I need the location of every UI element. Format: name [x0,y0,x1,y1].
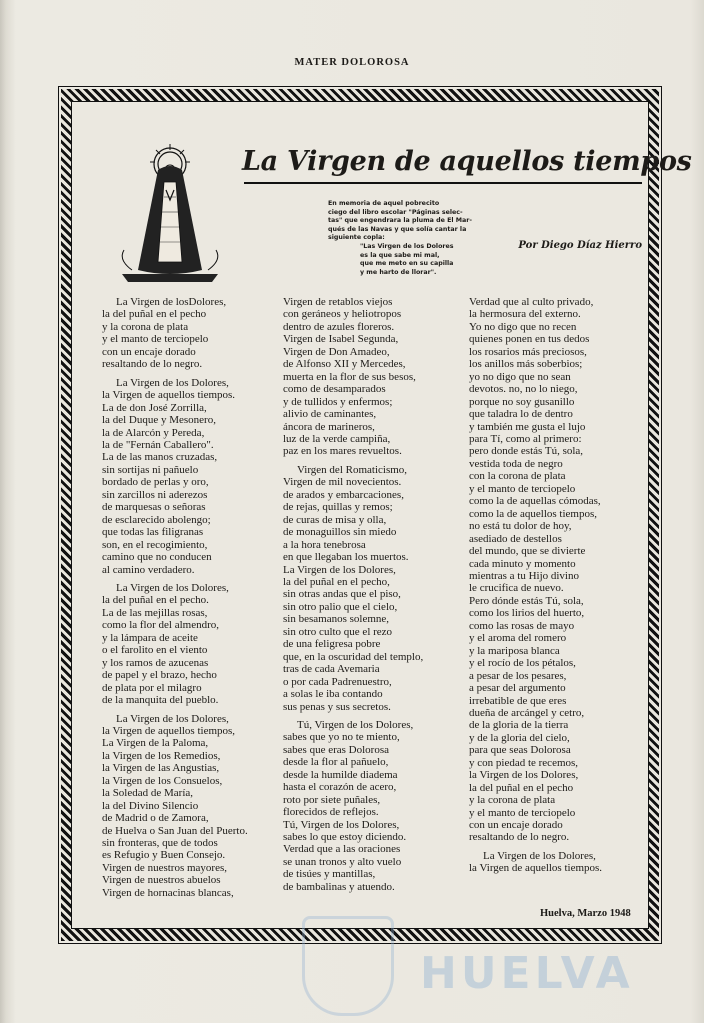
verse-line: a solas le iba contando [283,688,383,701]
verse-line: sabes que eras Dolorosa [283,743,389,756]
verse-line: como de desamparados [283,383,386,396]
verse-line: y con piedad te recemos, [469,756,579,769]
verse-line: resaltando de lo negro. [469,831,570,844]
decorative-border-frame [58,86,692,944]
verse-line: la de "Fernán Caballero". [102,438,214,451]
dedication-line: En memoria de aquel pobrecito [328,200,440,207]
verse-line: bordado de perlas y oro, [102,476,209,489]
verse-line: alivio de caminantes, [283,408,377,421]
verse-line: Virgen de Don Amadeo, [283,345,390,358]
verse-line: muerta en la flor de sus besos, [283,370,416,383]
dedication-note [328,200,488,277]
verse-line: de marquesas o señoras [102,501,206,514]
title-underline [244,182,642,184]
verse-line: que, en la oscuridad del templo, [283,650,424,663]
verse-line: y el manto de terciopelo [102,333,209,346]
verse-line: de la gloria de la tierra [469,719,569,732]
verse-line: los rosarios más preciosos, [469,345,587,358]
copla-line: y me harto de llorar". [360,268,437,276]
verse-line: la Virgen de aquellos tiempos. [469,862,603,875]
verse-line: pero donde estás Tú, sola, [469,445,584,458]
verse-line: La Virgen de los Dolores, [116,376,229,389]
verse-line: como la de aquellas cómodas, [469,495,601,508]
verse-line: con geráneos y heliotropos [283,308,402,321]
verse-line: camino que no conducen [102,551,212,564]
verse-line: de Alfonso XII y Mercedes, [283,358,406,371]
verse-line: es Refugio y Buen Consejo. [102,849,226,862]
author-byline: Por Diego Díaz Hierro [518,240,642,251]
verse-line: cada minuto y momento [469,557,576,570]
verse-line: como la flor del almendro, [102,619,219,632]
verse-line: La de don José Zorrilla, [102,401,207,414]
verse-line: la del puñal en el pecho [469,781,574,794]
verse-line: Tú, Virgen de los Dolores, [297,718,414,731]
verse-line: de plata por el milagro [102,681,202,694]
verse-line: sin otro culto que el rezo [283,625,393,638]
verse-line: se unan tronos y alto vuelo [283,855,402,868]
verse-line: de Huelva o San Juan del Puerto. [102,824,248,837]
verse-line: o por cada Padrenuestro, [283,675,392,688]
dedication-line: tas" que engendrara la pluma de El Mar- [328,217,472,225]
verse-line: la del puñal en el pecho, [283,575,390,588]
place-and-date: Huelva, Marzo 1948 [540,908,631,919]
verse-line: la hermosura del externo. [469,308,581,321]
verse-line: o el farolito en el viento [102,644,208,657]
verse-line: la Virgen de los Consuelos, [102,774,223,787]
verse-line: de papel y el brazo, hecho [102,669,217,682]
verse-line: Virgen de nuestros abuelos [102,874,221,887]
verse-line: y la corona de plata [102,320,189,333]
verse-line: Yo no digo que no recen [469,320,577,333]
verse-line: La Virgen de la Paloma, [102,737,209,750]
verse-line: La de las mejillas rosas, [102,606,208,619]
verse-line: devotos. no, no lo niego, [469,383,578,396]
verse-line: resaltando de lo negro. [102,358,203,371]
verse-line: de una feligresa pobre [283,638,381,651]
dedication-line: qués de las Navas y que solía cantar la [328,225,467,233]
verse-line: la Soledad de María, [102,787,194,800]
verse-line: la del puñal en el pecho. [102,594,209,607]
verse-line: son, en el recogimiento, [102,538,208,551]
verse-line: con la corona de plata [469,470,566,483]
article-title: La Virgen de aquellos tiempos [242,146,692,177]
verse-line: sin besamanos solemne, [283,613,390,626]
copla-line: que me meto en su capilla [360,260,454,268]
article-panel [71,101,692,929]
verse-line: y la mariposa blanca [469,644,560,657]
verse-line: Virgen de nuestros mayores, [102,861,227,874]
verse-line: sabes lo que estoy diciendo. [283,831,407,844]
verse-line: a la hora tenebrosa [283,538,366,551]
verse-line: no está tu dolor de hoy, [469,520,572,533]
verse-line: para que seas Dolorosa [469,744,571,757]
verse-line: de la manquita del pueblo. [102,694,219,707]
virgin-dolorosa-illustration [112,142,228,287]
verse-line: que todas las filigranas [102,526,204,539]
verse-line: hasta el corazón de acero, [283,781,397,794]
verse-line: Tú, Virgen de los Dolores, [283,818,400,831]
verse-line: desde la humilde diadema [283,768,398,781]
verse-line: al camino verdadero. [102,563,195,576]
verse-line: sin otro palio que el cielo, [283,600,398,613]
verse-line: sin otras andas que el piso, [283,588,401,601]
verse-line: Pero dónde estás Tú, sola, [469,594,584,607]
verse-line: de monaguillos sin miedo [283,526,397,539]
dedication-line: siguiente copla: [328,234,385,242]
verse-line: la de Alarcón y Pereda, [102,426,205,439]
verse-line: sus penas y sus secretos. [283,700,391,713]
verse-line: la del Divino Silencio [102,799,199,812]
verse-line: de rejas, quillas y remos; [283,501,393,514]
verse-line: como los lirios del huerto, [469,607,585,620]
verse-line: desde la flor al pañuelo, [283,756,389,769]
verse-line: la del Duque y Mesonero, [102,414,216,427]
verse-line: La Virgen de los Dolores, [116,581,229,594]
verse-line: y de la gloria del cielo, [469,731,570,744]
dedication-line: ciego del libro escolar "Páginas selec- [328,208,463,216]
verse-line: la Virgen de los Dolores, [469,769,579,782]
verse-line: áncora de marineros, [283,420,375,433]
verse-line: y también me gusta el lujo [469,420,586,433]
verse-line: Verdad que al culto privado, [469,296,594,308]
verse-line: florecidos de reflejos. [283,806,379,819]
verse-line: luz de la verde campiña, [283,432,391,445]
verse-line: y de tullidos y enfermos; [283,395,393,408]
verse-line: sin sortijas ni pañuelo [102,463,199,476]
verse-line: quienes ponen en tus dedos [469,333,590,346]
verse-line: en que llegaban los muertos. [283,551,409,564]
verse-line: del mundo, que se divierte [469,545,586,558]
verse-line: y el manto de terciopelo [469,482,576,495]
verse-line: Virgen del Romaticismo, [297,463,408,476]
verse-line: que taladra lo de dentro [469,408,573,421]
verse-line: Verdad que a las oraciones [283,843,401,856]
verse-line: de esclarecido abolengo; [102,513,211,526]
poem-column-1 [102,296,248,899]
running-head: MATER DOLOROSA [294,57,410,68]
verse-line: con un encaje dorado [469,819,563,832]
verse-line: y la corona de plata [469,794,556,807]
verse-line: La de las manos cruzadas, [102,451,218,464]
verse-line: sabes que yo no te miento, [283,731,400,744]
verse-line: con un encaje dorado [102,345,196,358]
verse-line: le crucifica de nuevo. [469,582,564,595]
verse-line: de arados y embarcaciones, [283,488,404,501]
verse-line: los anillos más soberbios; [469,358,583,371]
verse-line: de bambalinas y atuendo. [283,880,395,893]
verse-line: a pesar de los pesares, [469,669,567,682]
verse-line: yo no digo que no sean [469,370,571,383]
verse-line: y el rocío de los pétalos, [469,657,576,670]
verse-line: roto por siete puñales, [283,793,381,806]
watermark-text: HUELVA [420,948,634,999]
archive-watermark [290,910,670,1020]
verse-line: de Madrid o de Zamora, [102,812,209,825]
verse-line: y los ramos de azucenas [102,656,209,669]
verse-line: irrebatible de que eres [469,694,567,707]
coat-of-arms-icon [302,916,394,1016]
verse-line: y la lámpara de aceite [102,631,198,644]
verse-line: asediado de destellos [469,532,562,545]
verse-line: La Virgen de los Dolores, [116,712,229,725]
verse-line: la Virgen de aquellos tiempos. [102,389,236,402]
verse-line: Virgen de Isabel Segunda, [283,333,399,346]
verse-line: mientras a tu Hijo divino [469,569,579,582]
verse-line: dentro de azules floreros. [283,320,395,333]
verse-line: la Virgen de las Angustias, [102,762,220,775]
verse-line: vestida toda de negro [469,457,563,470]
verse-line: la Virgen de los Remedios, [102,749,221,762]
verse-line: Virgen de hornacinas blancas, [102,886,234,899]
verse-line: La Virgen de losDolores, [116,296,227,308]
verse-line: de curas de misa y olla, [283,513,387,526]
verse-line: sin zarcillos ni aderezos [102,488,208,501]
verse-line: como las rosas de mayo [469,619,575,632]
verse-line: a pesar del argumento [469,682,566,695]
verse-line: como la de aquellos tiempos, [469,507,597,520]
verse-line: Virgen de retablos viejos [283,296,393,308]
verse-line: tras de cada Avemaria [283,663,380,676]
copla-line: "Las Virgen de los Dolores [360,242,454,250]
verse-line: porque no soy gusanillo [469,395,575,408]
verse-line: para Tí, como al primero: [469,432,582,445]
verse-line: La Virgen de los Dolores, [283,563,396,576]
poem-column-3 [469,296,602,875]
verse-line: y el aroma del romero [469,632,567,645]
copla-line: es la que sabe mi mal, [360,251,440,259]
poem-column-2 [283,296,423,893]
verse-line: paz en los mares revueltos. [283,445,402,458]
verse-line: Virgen de mil novecientos. [283,476,402,489]
verse-line: la Virgen de aquellos tiempos, [102,724,236,737]
verse-line: sin fronteras, que de todos [102,837,218,850]
verse-line: la del puñal en el pecho [102,308,207,321]
verse-line: dueña de arcángel y cetro, [469,706,585,719]
verse-line: La Virgen de los Dolores, [483,849,596,862]
verse-line: de tisúes y mantillas, [283,868,376,881]
verse-line: y el manto de terciopelo [469,806,576,819]
